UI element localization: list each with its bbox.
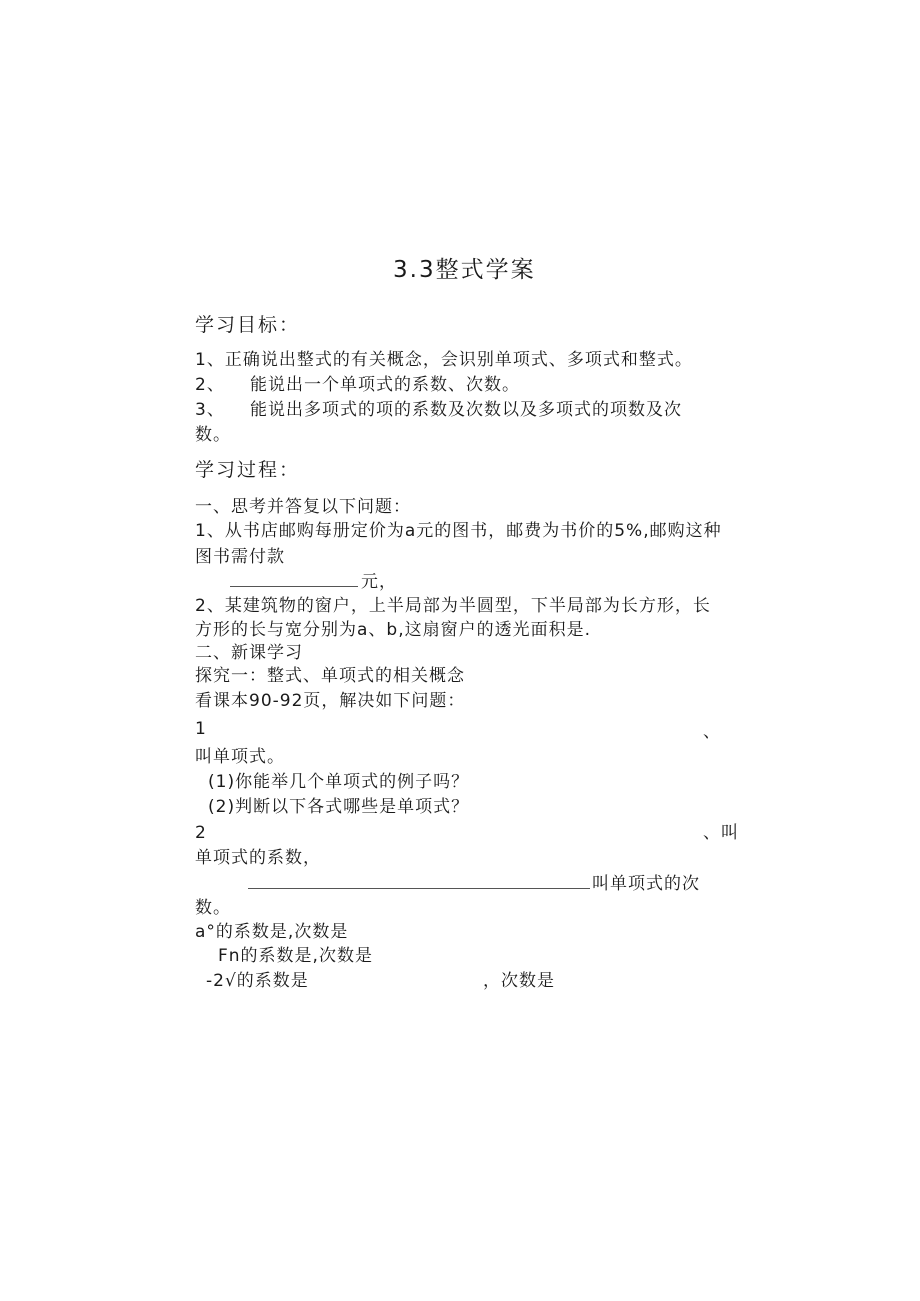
answer-blank-q1[interactable] — [230, 586, 358, 587]
read-textbook-instruction: 看课本90-92页，解决如下问题： — [195, 691, 466, 711]
goal-1: 1、正确说出整式的有关概念，会识别单项式、多项式和整式。 — [195, 350, 693, 370]
item-2-mark: 、叫 — [703, 823, 739, 843]
goal-3-number: 3、 — [195, 400, 225, 420]
goal-2-number: 2、 — [195, 375, 225, 395]
question-2-line-2: 方形的长与宽分别为a、b,这扇窗户的透光面积是. — [195, 620, 592, 640]
item-1-mark: 、 — [703, 722, 721, 742]
example-2: Fn的系数是,次数是 — [218, 946, 373, 966]
process-heading: 学习过程： — [195, 459, 301, 481]
part-2-heading: 二、新课学习 — [195, 643, 303, 663]
item-2-number: 2 — [195, 823, 207, 843]
question-2-line-1: 2、某建筑物的窗户，上半局部为半圆型，下半局部为长方形，长 — [195, 596, 711, 616]
item-1-subquestion-1: (1)你能举几个单项式的例子吗？ — [208, 772, 470, 792]
item-1-definition: 叫单项式。 — [195, 747, 285, 767]
question-1-unit: 元， — [361, 572, 397, 592]
item-2-definition: 单项式的系数， — [195, 848, 321, 868]
item-2-degree-continued: 数。 — [195, 898, 231, 918]
example-1: a°的系数是,次数是 — [195, 922, 349, 942]
goal-3-continued: 数。 — [195, 425, 231, 445]
item-1-subquestion-2: (2)判断以下各式哪些是单项式？ — [208, 797, 470, 817]
goals-heading: 学习目标： — [195, 314, 301, 336]
question-1-line-2: 图书需付款 — [195, 547, 285, 567]
answer-blank-degree[interactable] — [248, 888, 590, 889]
part-1-heading: 一、思考并答复以下问题： — [195, 497, 411, 517]
example-3-coefficient: -2√的系数是 — [206, 971, 309, 991]
item-2-degree-text: 叫单项式的次 — [592, 874, 700, 894]
explore-1-heading: 探究一：整式、单项式的相关概念 — [195, 666, 465, 686]
item-1-number: 1 — [195, 719, 207, 739]
example-3-degree: ，次数是 — [483, 971, 555, 991]
goal-2-text: 能说出一个单项式的系数、次数。 — [250, 375, 520, 395]
page-title: 3.3整式学案 — [393, 257, 536, 283]
goal-3-text: 能说出多项式的项的系数及次数以及多项式的项数及次 — [250, 400, 682, 420]
question-1-line-1: 1、从书店邮购每册定价为a元的图书，邮费为书价的5%,邮购这种 — [195, 521, 722, 541]
